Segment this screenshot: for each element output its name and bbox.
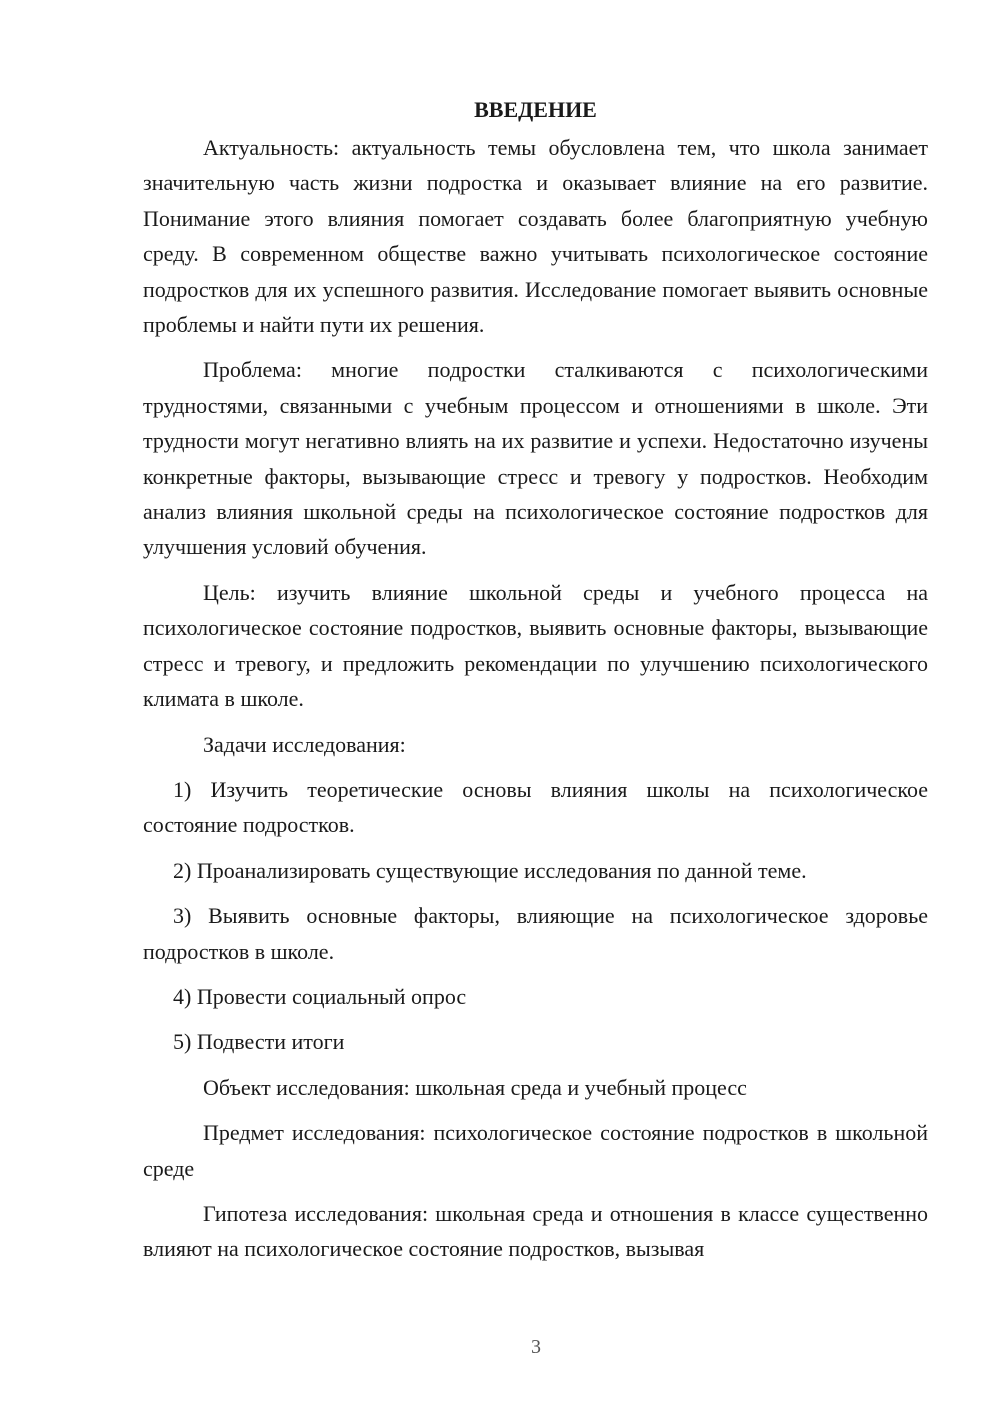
paragraph-subject: Предмет исследования: психологическое состояние подростков в школьной среде: [143, 1120, 928, 1181]
task-item-1: 1) Изучить теоретические основы влияния школы на психологическое состояние подростков.: [143, 776, 928, 838]
task-item-3: 3) Выявить основные факторы, влияющие на психологическое здоровье подростков в школе.: [143, 903, 928, 964]
paragraph-tasks-heading: Задачи исследования:: [203, 731, 406, 757]
document-page: [143, 95, 928, 1277]
paragraph-problem: Проблема: многие подростки сталкиваются с психологическими трудностями, связанными с учебным процессом и отношениями в школе. Эти трудности могут негативно влиять на их развитие и успехи. Недостаточно изучены конкретные факторы, вызывающие стресс и тревогу у подростков. Необходим анализ влияния школьной среды на психологическое состояние подростков для улучшения условий обучения.: [143, 357, 928, 560]
section-title: ВВЕДЕНИЕ: [474, 97, 597, 122]
paragraph-relevance: Актуальность: актуальность темы обусловлена тем, что школа занимает значительную часть жизни подростка и оказывает влияние на его развитие. Понимание этого влияния помогает создавать более благоприятную учебную среду. В современном обществе важно учитывать психологическое состояние подростков для их успешного развития. Исследование помогает выявить основные проблемы и найти пути их решения.: [143, 135, 928, 338]
paragraph-goal: Цель: изучить влияние школьной среды и учебного процесса на психологическое состояние подростков, выявить основные факторы, вызывающие стресс и тревогу, и предложить рекомендации по улучшению психологического климата в школе.: [143, 579, 928, 712]
page-number: 3: [531, 1336, 541, 1358]
paragraph-hypothesis: Гипотеза исследования: школьная среда и отношения в классе существенно влияют на психологическое состояние подростков, вызывая: [143, 1200, 928, 1262]
task-item-2: 2) Проанализировать существующие исследования по данной теме.: [173, 857, 807, 883]
paragraph-object: Объект исследования: школьная среда и учебный процесс: [203, 1074, 747, 1100]
task-item-4: 4) Провести социальный опрос: [173, 983, 467, 1009]
task-item-5: 5) Подвести итоги: [173, 1029, 345, 1055]
